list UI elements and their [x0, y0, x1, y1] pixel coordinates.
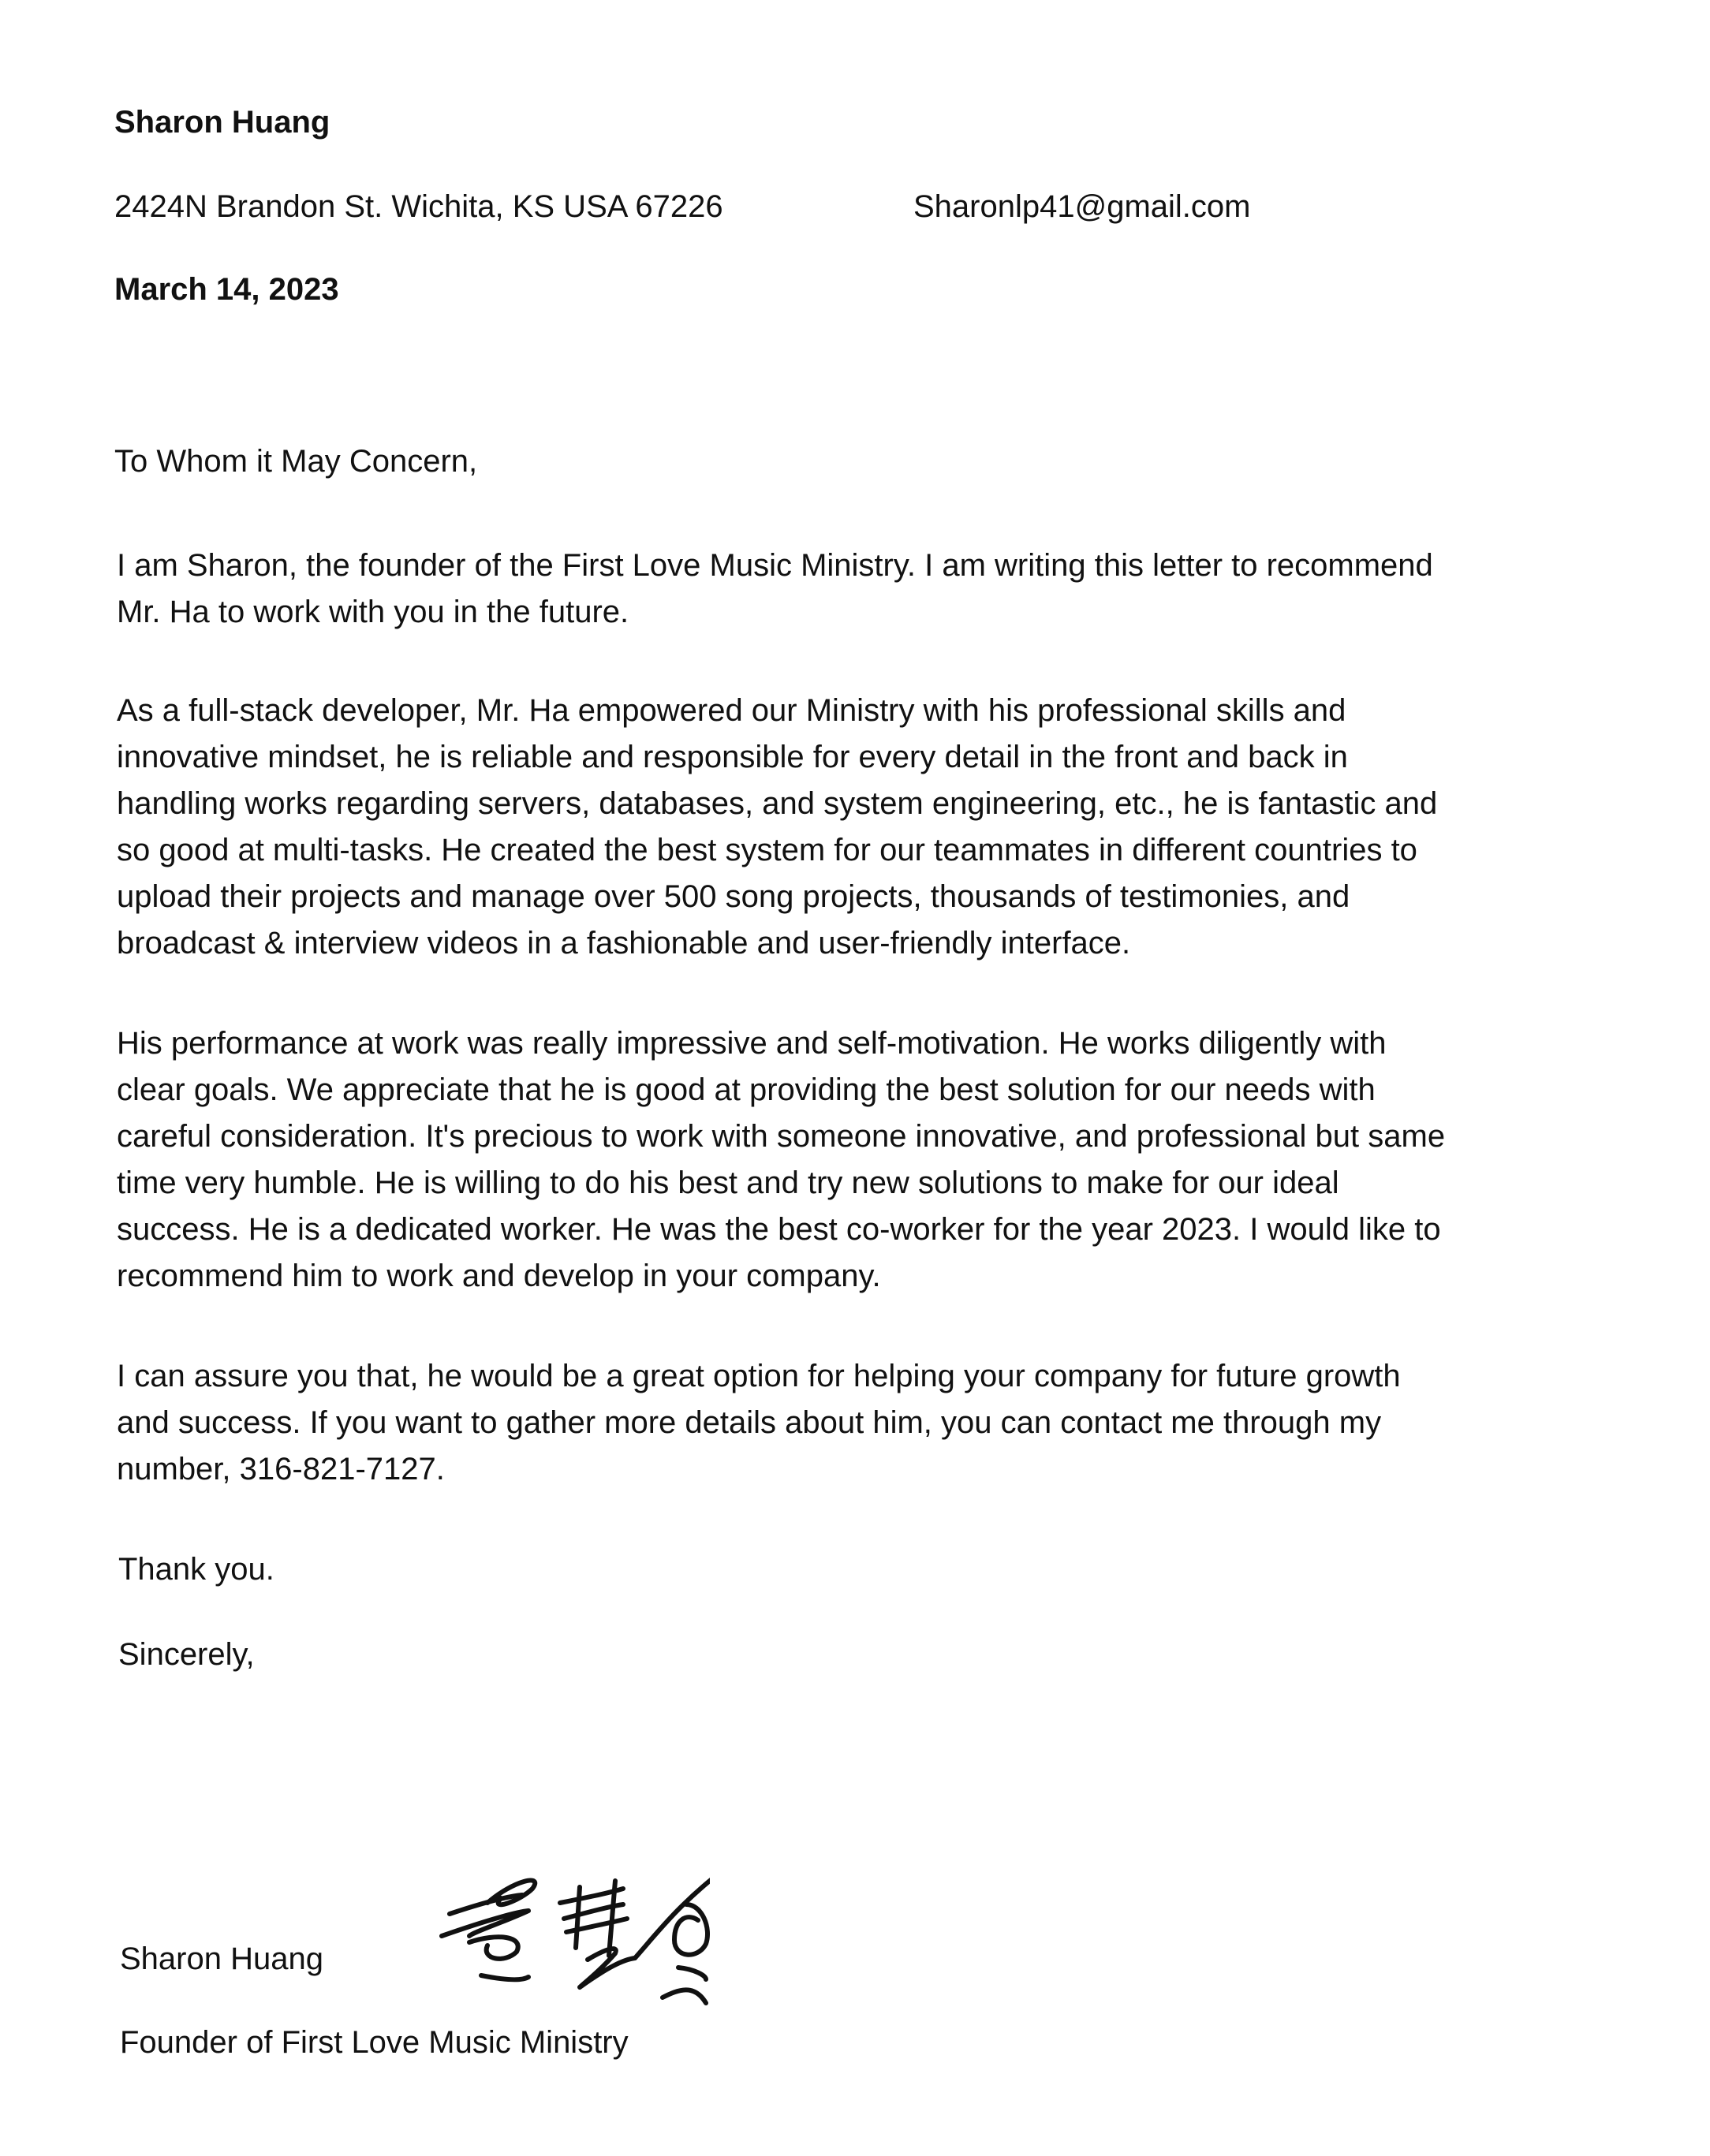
sender-email: Sharonlp41@gmail.com [913, 189, 1251, 224]
salutation: To Whom it May Concern, [114, 444, 478, 479]
paragraph-skills [117, 688, 1615, 967]
paragraph-line: time very humble. He is willing to do his best and try new solutions to make for our ideal [117, 1166, 1339, 1200]
paragraph-line: number, 316-821-7127. [117, 1452, 445, 1486]
paragraph-line: I can assure you that, he would be a great option for helping your company for future growth [117, 1359, 1401, 1393]
letter-date: March 14, 2023 [114, 272, 339, 307]
paragraph-line: handling works regarding servers, databases, and system engineering, etc., he is fantastic and [117, 786, 1438, 821]
paragraph-line: careful consideration. It's precious to work with someone innovative, and professional but same [117, 1119, 1446, 1154]
paragraph-assurance [117, 1353, 1615, 1493]
signature-icon [426, 1857, 710, 2007]
signer-title: Founder of First Love Music Ministry [120, 2025, 629, 2060]
paragraph-performance [117, 1020, 1615, 1300]
paragraph-line: As a full-stack developer, Mr. Ha empowered our Ministry with his professional skills and [117, 693, 1346, 728]
signer-name: Sharon Huang [120, 1942, 323, 1976]
paragraph-intro [117, 543, 1615, 636]
paragraph-line: recommend him to work and develop in your company. [117, 1259, 881, 1293]
paragraph-line: innovative mindset, he is reliable and responsible for every detail in the front and back in [117, 740, 1348, 774]
valediction: Sincerely, [118, 1637, 255, 1672]
paragraph-line: so good at multi-tasks. He created the best system for our teammates in different countries to [117, 833, 1417, 867]
paragraph-line: His performance at work was really impressive and self-motivation. He works diligently with [117, 1026, 1387, 1061]
paragraph-line: and success. If you want to gather more details about him, you can contact me through my [117, 1405, 1382, 1440]
thanks-line: Thank you. [118, 1552, 274, 1587]
paragraph-line: broadcast & interview videos in a fashionable and user-friendly interface. [117, 926, 1131, 961]
paragraph-line: Mr. Ha to work with you in the future. [117, 595, 629, 629]
paragraph-line: success. He is a dedicated worker. He was the best co-worker for the year 2023. I would like to [117, 1212, 1441, 1247]
paragraph-line: upload their projects and manage over 500 song projects, thousands of testimonies, and [117, 879, 1350, 914]
sender-name: Sharon Huang [114, 105, 330, 140]
paragraph-line: I am Sharon, the founder of the First Love Music Ministry. I am writing this letter to recommend [117, 548, 1433, 583]
sender-address: 2424N Brandon St. Wichita, KS USA 67226 [114, 189, 723, 224]
paragraph-line: clear goals. We appreciate that he is good at providing the best solution for our needs with [117, 1072, 1376, 1107]
